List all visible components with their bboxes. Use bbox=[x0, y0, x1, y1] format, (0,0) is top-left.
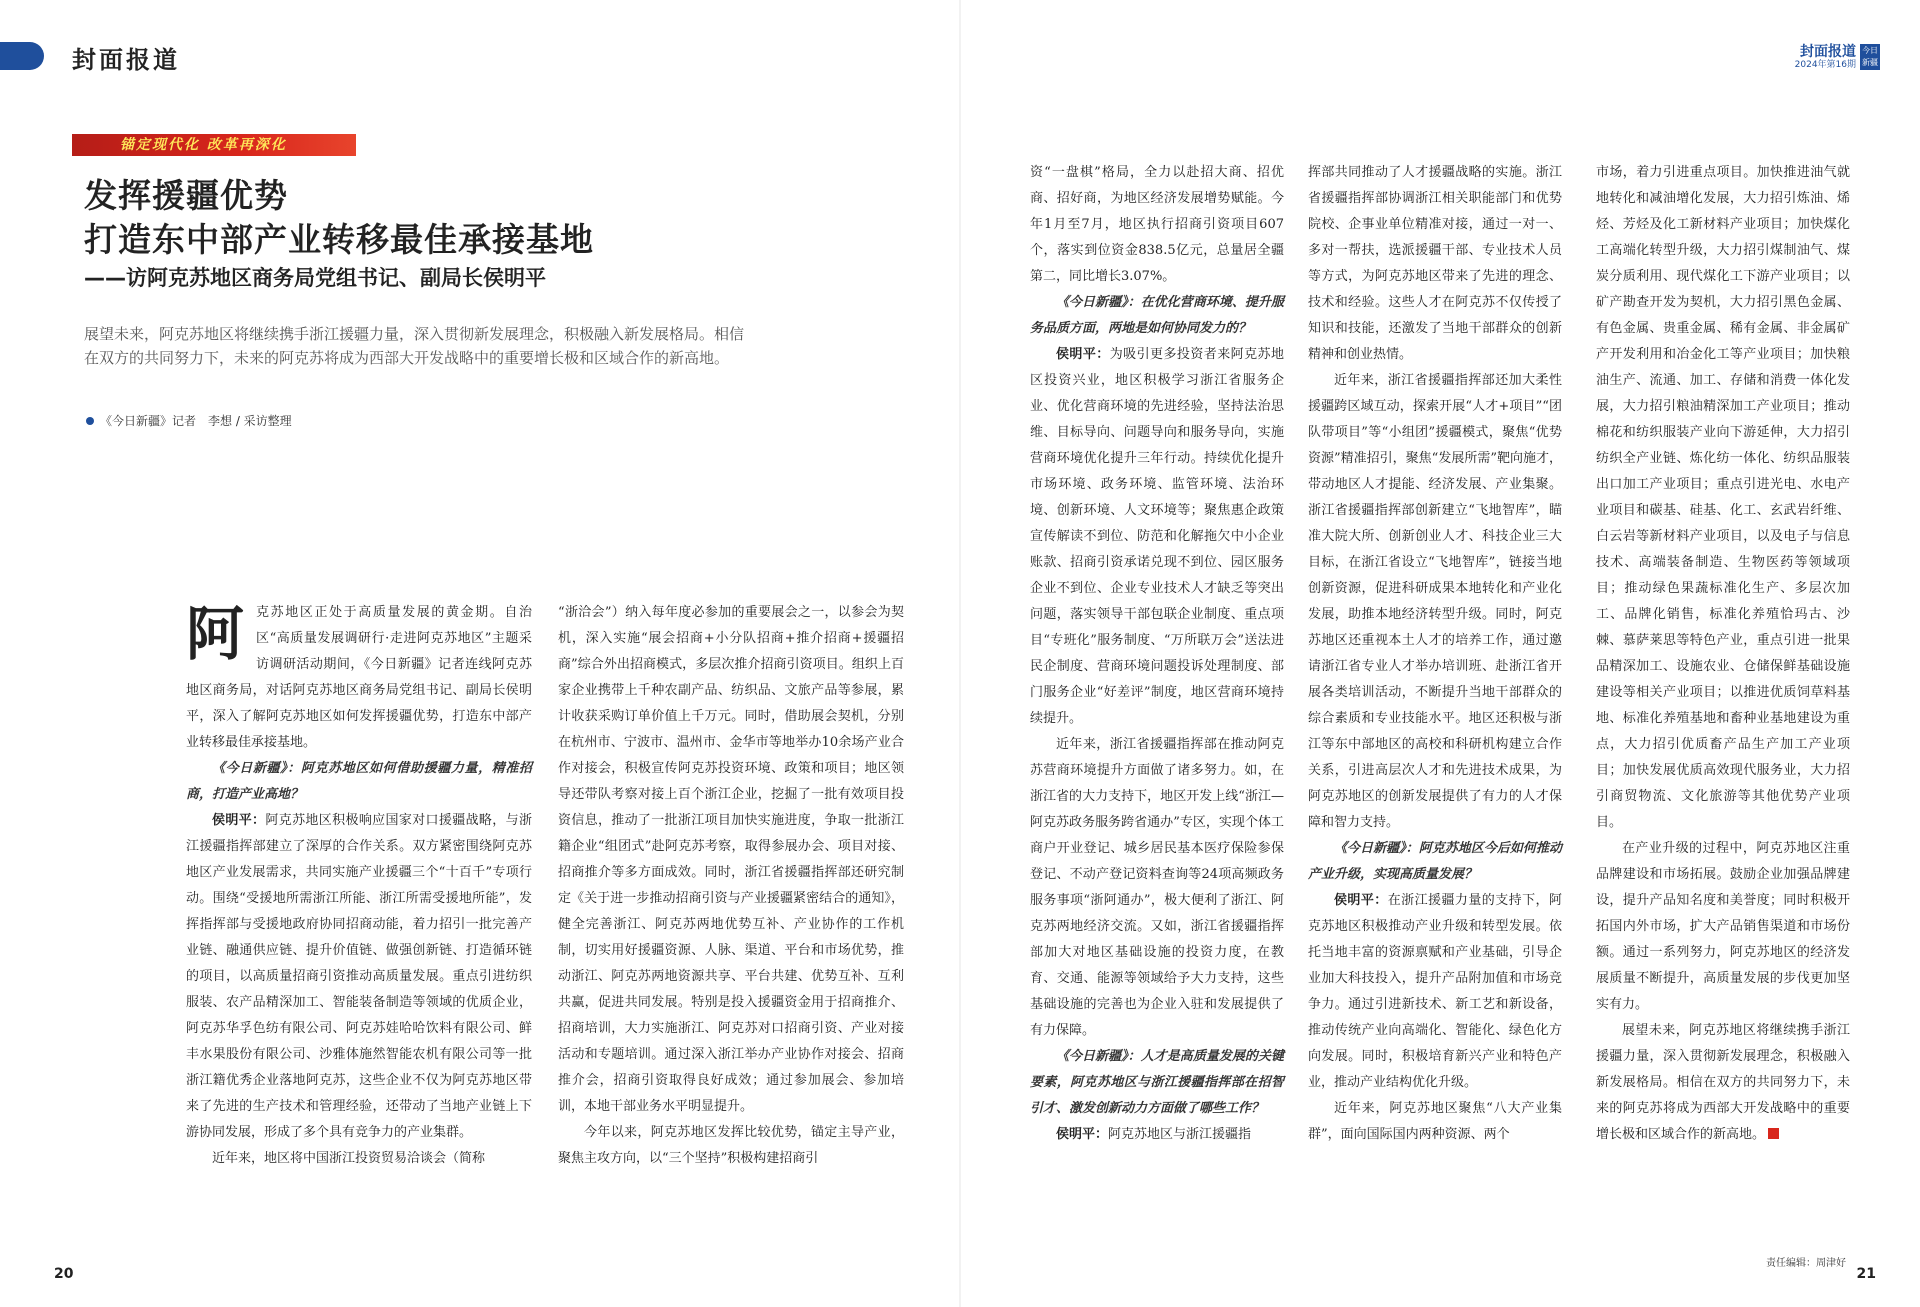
article-paragraph: 近年来，地区将中国浙江投资贸易洽谈会（简称 bbox=[212, 1151, 486, 1166]
article-column-5 bbox=[1596, 160, 1850, 1148]
article-paragraph bbox=[1308, 888, 1562, 1096]
article-paragraph bbox=[1030, 342, 1284, 732]
page-number-right: 21 bbox=[1856, 1266, 1876, 1282]
drop-cap: 阿 bbox=[186, 600, 245, 668]
article-paragraph: 近年来，浙江省援疆指挥部还加大柔性援疆跨区域互动，探索开展“人才+项目”“团队带项目”等“小组团”援疆模式，聚焦“优势资源”精准招引，聚焦“发展所需”靶向施才，带动地区人才提能、经济发展、产业集聚。浙江省援疆指挥部创新建立“飞地智库”，瞄准大院大所、创新创业人才、科技企业三大目标，在浙江省设立“飞地智库”，链接当地创新资源，促进科研成果本地转化和产业化发展，助推本地经济转型升级。同时，阿克苏地区还重视本土人才的培养工作，通过邀请浙江省专业人才举办培训班、赴浙江省开展各类培训活动，不断提升当地干部群众的综合素质和专业技能水平。地区还积极与浙江等东中部地区的高校和科研机构建立合作关系，引进高层次人才和先进技术成果，为阿克苏地区的创新发展提供了有力的人才保障和智力支持。 bbox=[1308, 373, 1562, 830]
section-label: 封面报道 bbox=[72, 45, 180, 74]
article-paragraph: 近年来，浙江省援疆指挥部在推动阿克苏营商环境提升方面做了诸多努力。如，在浙江省的大力支持下，地区开发上线“浙江—阿克苏政务服务跨省通办”专区，实现个体工商户开业登记、城乡居民基本医疗保险参保登记、不动产登记资料查询等24项高频政务服务事项“浙阿通办”，极大便利了浙江、阿克苏两地经济交流。又如，浙江省援疆指挥部加大对地区基础设施的投资力度，在教育、交通、能源等领域给予大力支持，这些基础设施的完善也为企业入驻和发展提供了有力保障。 bbox=[1030, 737, 1284, 1038]
headline-line-1: 发挥援疆优势 bbox=[84, 176, 288, 215]
paragraph-text: 在浙江援疆力量的支持下，阿克苏地区积极推动产业升级和转型发展。依托当地丰富的资源禀赋和产业基础，引导企业加大科技投入，提升产品附加值和市场竞争力。通过引进新技术、新工艺和新设备，推动传统产业向高端化、智能化、绿色化方向发展。同时，积极培育新兴产业和特色产业，推动产业结构优化升级。 bbox=[1308, 893, 1562, 1090]
speaker-label: 侯明平： bbox=[1056, 1127, 1109, 1142]
paragraph-text: 为吸引更多投资者来阿克苏地区投资兴业，地区积极学习浙江省服务企业、优化营商环境的先进经验，坚持法治思维、目标导向、问题导向和服务导向，实施营商环境优化提升三年行动。持续优化提升市场环境、政务环境、监管环境、法治环境、创新环境、人文环境等；聚焦惠企政策宣传解读不到位、防范和化解拖欠中小企业账款、招商引资承诺兑现不到位、园区服务企业不到位、企业专业技术人才缺乏等突出问题，落实领导干部包联企业制度、重点项目“专班化”服务制度、“万所联万会”送法进民企制度、营商环境问题投诉处理制度、部门服务企业“好差评”制度，地区营商环境持续提升。 bbox=[1030, 347, 1284, 726]
speaker-label: 侯明平： bbox=[212, 813, 266, 828]
byline bbox=[86, 412, 292, 429]
logo-name: 封面报道 bbox=[1800, 44, 1856, 60]
byline-dot-icon bbox=[86, 417, 94, 425]
article-paragraph: 今年以来，阿克苏地区发挥比较优势，锚定主导产业，聚焦主攻方向，以“三个坚持”积极构建招商引 bbox=[558, 1125, 904, 1166]
question-heading: 《今日新疆》：阿克苏地区今后如何推动产业升级，实现高质量发展？ bbox=[1308, 841, 1562, 882]
paragraph-text: 阿克苏地区与浙江援疆指 bbox=[1108, 1127, 1252, 1142]
logo-issue: 2024年第16期 bbox=[1794, 60, 1856, 70]
byline-text: 《今日新疆》记者 李想 / 采访整理 bbox=[100, 414, 292, 428]
paragraph-text: 阿克苏地区积极响应国家对口援疆战略，与浙江援疆指挥部建立了深厚的合作关系。双方紧密围绕阿克苏地区产业发展需求，共同实施产业援疆三个“十百千”专项行动。围绕“受援地所需浙江所能、浙江所需受援地所能”，发挥指挥部与受援地政府协同招商动能，着力招引一批完善产业链、融通供应链、提升价值链、做强创新链、打造循环链的项目，以高质量招商引资推动高质量发展。重点引进纺织服装、农产品精深加工、智能装备制造等领域的优质企业，阿克苏华孚色纺有限公司、阿克苏娃哈哈饮料有限公司、鲜丰水果股份有限公司、沙雅体施然智能农机有限公司等一批浙江籍优秀企业落地阿克苏，这些企业不仅为阿克苏地区带来了先进的生产技术和管理经验，还带动了当地产业链上下游协同发展，形成了多个具有竞争力的产业集群。 bbox=[186, 813, 532, 1140]
paragraph-text: 展望未来，阿克苏地区将继续携手浙江援疆力量，深入贯彻新发展理念，积极融入新发展格局。相信在双方的共同努力下，未来的阿克苏将成为西部大开发战略中的重要增长极和区域合作的新高地。 bbox=[1596, 1023, 1850, 1142]
article-paragraph bbox=[1596, 1018, 1850, 1148]
article-column-1 bbox=[186, 600, 532, 1172]
section-tab bbox=[0, 42, 44, 70]
article-paragraph bbox=[1030, 1122, 1284, 1148]
article-paragraph: 市场，着力引进重点项目。加快推进油气就地转化和减油增化发展，大力招引炼油、烯烃、芳烃及化工新材料产业项目；加快煤化工高端化转型升级，大力招引煤制油气、煤炭分质利用、现代煤化工下游产业项目；以矿产勘查开发为契机，大力招引黑色金属、有色金属、贵重金属、稀有金属、非金属矿产开发利用和冶金化工等产业项目；加快粮油生产、流通、加工、存储和消费一体化发展，大力招引粮油精深加工产业项目；推动棉花和纺织服装产业向下游延伸，大力招引纺织全产业链、炼化纺一体化、纺织品服装出口加工产业项目；重点引进光电、水电产业项目和碳基、硅基、化工、玄武岩纤维、白云岩等新材料产业项目，以及电子与信息技术、高端装备制造、生物医药等领域项目；推动绿色果蔬标准化生产、多层次加工、品牌化销售，标准化养殖恰玛古、沙棘、慕萨莱思等特色产业，重点引进一批果品精深加工、设施农业、仓储保鲜基础设施建设等相关产业项目；以推进优质饲草料基地、标准化养殖基地和畜种业基地建设为重点，大力招引优质畜产品生产加工产业项目；加快发展优质高效现代服务业，大力招引商贸物流、文化旅游等其他优势产业项目。 bbox=[1596, 165, 1850, 830]
speaker-label: 侯明平： bbox=[1334, 893, 1388, 908]
lead-paragraph: 展望未来，阿克苏地区将继续携手浙江援疆力量，深入贯彻新发展理念，积极融入新发展格局。相信在双方的共同努力下，未来的阿克苏将成为西部大开发战略中的重要增长极和区域合作的新高地。 bbox=[84, 325, 745, 367]
article-paragraph bbox=[186, 600, 532, 756]
headline bbox=[84, 174, 594, 294]
article-paragraph: 资“一盘棋”格局，全力以赴招大商、招优商、招好商，为地区经济发展增势赋能。今年1月至7月，地区执行招商引资项目607个，落实到位资金838.5亿元，总量居全疆第二，同比增长3.07%。 bbox=[1030, 165, 1284, 284]
headline-line-2: 打造东中部产业转移最佳承接基地 bbox=[84, 220, 594, 259]
question-heading: 《今日新疆》：阿克苏地区如何借助援疆力量，精准招商，打造产业高地？ bbox=[186, 761, 532, 802]
article-paragraph: 近年来，阿克苏地区聚焦“八大产业集群”，面向国际国内两种资源、两个 bbox=[1308, 1101, 1562, 1142]
end-mark-icon bbox=[1768, 1128, 1779, 1139]
article-paragraph: 挥部共同推动了人才援疆战略的实施。浙江省援疆指挥部协调浙江相关职能部门和优势院校、企事业单位精准对接，通过一对一、多对一帮扶，选派援疆干部、专业技术人员等方式，为阿克苏地区带来了先进的理念、技术和经验。这些人才在阿克苏不仅传授了知识和技能，还激发了当地干部群众的创新精神和创业热情。 bbox=[1308, 165, 1562, 362]
editor-credit: 责任编辑：周津好 bbox=[1766, 1258, 1846, 1269]
article-column-3 bbox=[1030, 160, 1284, 1148]
speaker-label: 侯明平： bbox=[1056, 347, 1110, 362]
page-number-left: 20 bbox=[54, 1266, 74, 1282]
kicker-banner: 锚定现代化 改革再深化 bbox=[72, 134, 356, 156]
paragraph-text: 克苏地区正处于高质量发展的黄金期。自治区“高质量发展调研行·走进阿克苏地区”主题采访调研活动期间，《今日新疆》记者连线阿克苏地区商务局，对话阿克苏地区商务局党组书记、副局长侯明平，深入了解阿克苏地区如何发挥援疆优势，打造东中部产业转移最佳承接基地。 bbox=[186, 605, 532, 750]
article-column-4 bbox=[1308, 160, 1562, 1148]
logo-box: 今日新疆 bbox=[1860, 44, 1880, 70]
question-heading: 《今日新疆》：在优化营商环境、提升服务品质方面，两地是如何协同发力的？ bbox=[1030, 295, 1284, 336]
question-heading: 《今日新疆》：人才是高质量发展的关键要素，阿克苏地区与浙江援疆指挥部在招智引才、激发创新动力方面做了哪些工作？ bbox=[1030, 1049, 1284, 1116]
magazine-logo bbox=[1795, 44, 1880, 71]
headline-subtitle: ——访阿克苏地区商务局党组书记、副局长侯明平 bbox=[84, 266, 546, 290]
article-paragraph bbox=[186, 808, 532, 1146]
article-column-2 bbox=[558, 600, 904, 1172]
article-paragraph: “浙洽会”）纳入每年度必参加的重要展会之一，以参会为契机，深入实施“展会招商+小分队招商+推介招商+援疆招商”综合外出招商模式，多层次推介招商引资项目。组织上百家企业携带上千种农副产品、纺织品、文旅产品等参展，累计收获采购订单价值上千万元。同时，借助展会契机，分别在杭州市、宁波市、温州市、金华市等地举办10余场产业合作对接会，积极宣传阿克苏投资环境、政策和项目；地区领导还带队考察对接上百个浙江企业，挖掘了一批有效项目投资信息，推动了一批浙江项目加快实施进度，争取一批浙江籍企业“组团式”赴阿克苏考察，取得参展办会、项目对接、招商推介等多方面成效。同时，浙江省援疆指挥部还研究制定《关于进一步推动招商引资与产业援疆紧密结合的通知》，健全完善浙江、阿克苏两地优势互补、产业协作的工作机制，切实用好援疆资源、人脉、渠道、平台和市场优势，推动浙江、阿克苏两地资源共享、平台共建、优势互补、互利共赢，促进共同发展。特别是投入援疆资金用于招商推介、招商培训，大力实施浙江、阿克苏对口招商引资、产业对接活动和专题培训。通过深入浙江举办产业协作对接会、招商推介会，招商引资取得良好成效；通过参加展会、参加培训，本地干部业务水平明显提升。 bbox=[558, 605, 904, 1114]
page-gutter bbox=[959, 0, 961, 1307]
article-paragraph: 在产业升级的过程中，阿克苏地区注重品牌建设和市场拓展。鼓励企业加强品牌建设，提升产品知名度和美誉度；同时积极开拓国内外市场，扩大产品销售渠道和市场份额。通过一系列努力，阿克苏地区的经济发展质量不断提升，高质量发展的步伐更加坚实有力。 bbox=[1596, 841, 1850, 1012]
